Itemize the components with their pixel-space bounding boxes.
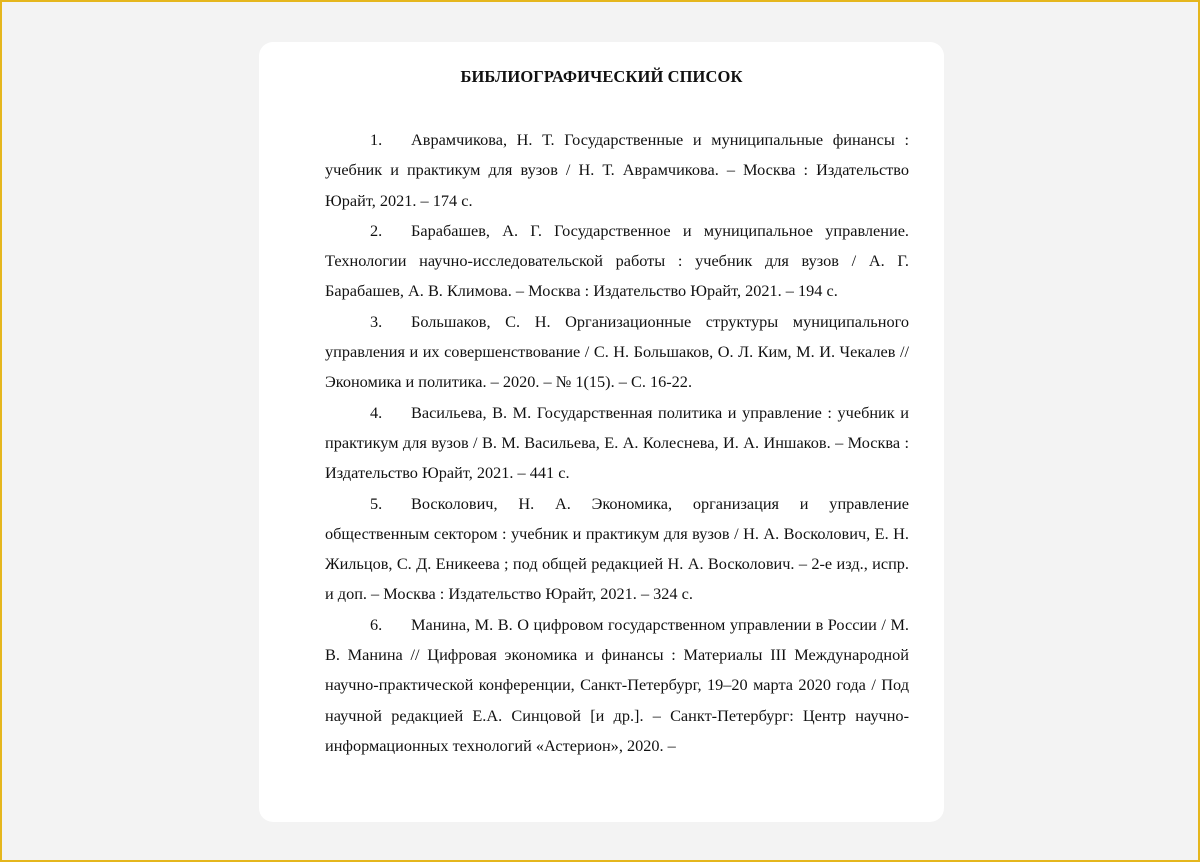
entry-text: Васильева, В. М. Государственная политика и управление : учебник и практикум для вузов / В. М. Васильева, Е. А. Колеснева, И. А. Иншаков. – Москва : Издательство Юрайт, 2021. – 441 с.	[325, 402, 909, 483]
entry-number: 6.	[370, 614, 383, 634]
bibliography-entry	[325, 125, 909, 216]
bibliography-entry	[325, 610, 909, 761]
entry-text: Большаков, С. Н. Организационные структуры муниципального управления и их совершенствование / С. Н. Большаков, О. Л. Ким, М. И. Чекалев // Экономика и политика. – 2020. – № 1(15). – С. 16-22.	[325, 311, 909, 392]
entry-number: 4.	[370, 402, 383, 422]
entry-text: Манина, М. В. О цифровом государственном управлении в России / М. В. Манина // Цифровая экономика и финансы : Материалы III Международной научно-практической конференции, Санкт-Петербург, 19–20 марта 2020 года / Под научной редакцией Е.А. Синцовой [и др.]. – Санкт-Петербург: Центр научно-информационных технологий «Астерион», 2020. –	[325, 614, 909, 755]
entry-text: Восколович, Н. А. Экономика, организация и управление общественным сектором : учебник и практикум для вузов / Н. А. Восколович, Е. Н. Жильцов, С. Д. Еникеева ; под общей редакцией Н. А. Восколович. – 2-е изд., испр. и доп. – Москва : Издательство Юрайт, 2021. – 324 с.	[325, 493, 909, 604]
entry-number: 3.	[370, 311, 383, 331]
bibliography-entry	[325, 489, 909, 610]
bibliography-list	[325, 125, 909, 761]
entry-text: Барабашев, А. Г. Государственное и муниципальное управление. Технологии научно-исследовательской работы : учебник для вузов / А. Г. Барабашев, А. В. Климова. – Москва : Издательство Юрайт, 2021. – 194 с.	[325, 220, 909, 301]
entry-number: 5.	[370, 493, 383, 513]
entry-text: Аврамчикова, Н. Т. Государственные и муниципальные финансы : учебник и практикум для вузов / Н. Т. Аврамчикова. – Москва : Издательство Юрайт, 2021. – 174 с.	[325, 130, 909, 210]
bibliography-entry	[325, 216, 909, 307]
bibliography-entry	[325, 398, 909, 489]
document-title: БИБЛИОГРАФИЧЕСКИЙ СПИСОК	[460, 67, 743, 86]
document-page	[259, 42, 944, 822]
entry-number: 2.	[370, 220, 383, 240]
entry-number: 1.	[370, 130, 383, 149]
bibliography-entry	[325, 307, 909, 398]
